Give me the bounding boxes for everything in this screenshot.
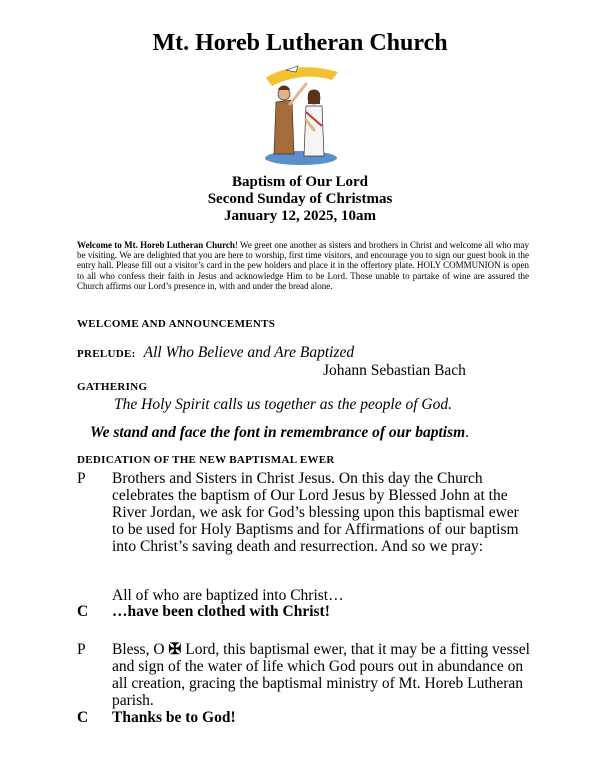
congregation-marker: C [77, 603, 89, 620]
congregation-marker-2: C [77, 709, 89, 726]
blessing-prayer [112, 641, 530, 709]
prelude-piece: All Who Believe and Are Baptized [143, 344, 355, 361]
page-title: Mt. Horeb Lutheran Church [152, 30, 448, 56]
welcome-lead: Welcome to Mt. Horeb Lutheran Church [77, 240, 235, 250]
rubric-text: We stand and face the font in remembrance of our baptism [90, 424, 466, 441]
gathering-text: The Holy Spirit calls us together as the people of God. [114, 396, 452, 413]
congregation-response: …have been clothed with Christ! [112, 603, 330, 620]
pastor-versicle: All of who are baptized into Christ… [112, 587, 344, 604]
service-title: Baptism of Our Lord [232, 174, 368, 190]
service-subtitle: Second Sunday of Christmas [207, 191, 393, 207]
pastor-address: Brothers and Sisters in Christ Jesus. On this day the Church celebrates the baptism of Our Lord Jesus by Blessed John at the River Jordan, we ask for God’s blessing upon this baptismal ewer to be used for Holy Baptisms and for Affirmations of our baptism into Christ’s saving death and resurrection. And so we pray: [112, 470, 519, 555]
gathering-heading: GATHERING [77, 381, 148, 393]
prelude-composer: Johann Sebastian Bach [323, 362, 466, 379]
welcome-paragraph [77, 240, 529, 291]
congregation-thanks: Thanks be to God! [112, 709, 236, 726]
rubric-period: . [465, 424, 470, 441]
blessing-rest: Lord, this baptismal ewer, that it may be a fitting vessel and sign of the water of life which God pours out in abundance on all creation, gracing the baptismal ministry of Mt. Horeb Lutheran parish. [112, 641, 530, 709]
cross-icon: ✠ [168, 641, 182, 658]
pastor-marker: P [77, 470, 86, 487]
standing-rubric [90, 424, 469, 441]
blessing-start: Bless, O [112, 641, 165, 658]
pastor-marker-2: P [77, 641, 86, 658]
announcements-heading: WELCOME AND ANNOUNCEMENTS [77, 318, 276, 330]
dedication-heading: DEDICATION OF THE NEW BAPTISMAL EWER [77, 454, 335, 466]
prelude-label: PRELUDE: [77, 348, 136, 360]
service-date: January 12, 2025, 10am [223, 208, 377, 224]
prelude-line [77, 344, 354, 362]
baptism-of-jesus-icon [262, 64, 340, 166]
welcome-text: ! We greet one another as sisters and brothers in Christ and welcome all who may be visiting. We are delighted that you are here to worship, first time visitors, and encourage you to sign our guest book in the entry hall. Please fill out a visitor’s card in the pew holders and place it in the offertory plate. HOLY COMMUNION is open to all who confess their faith in Jesus and acknowledge Him to be Lord. Those unable to partake of wine are assured the Church affirms our Lord’s presence in, with and under the bread alone. [77, 240, 529, 291]
